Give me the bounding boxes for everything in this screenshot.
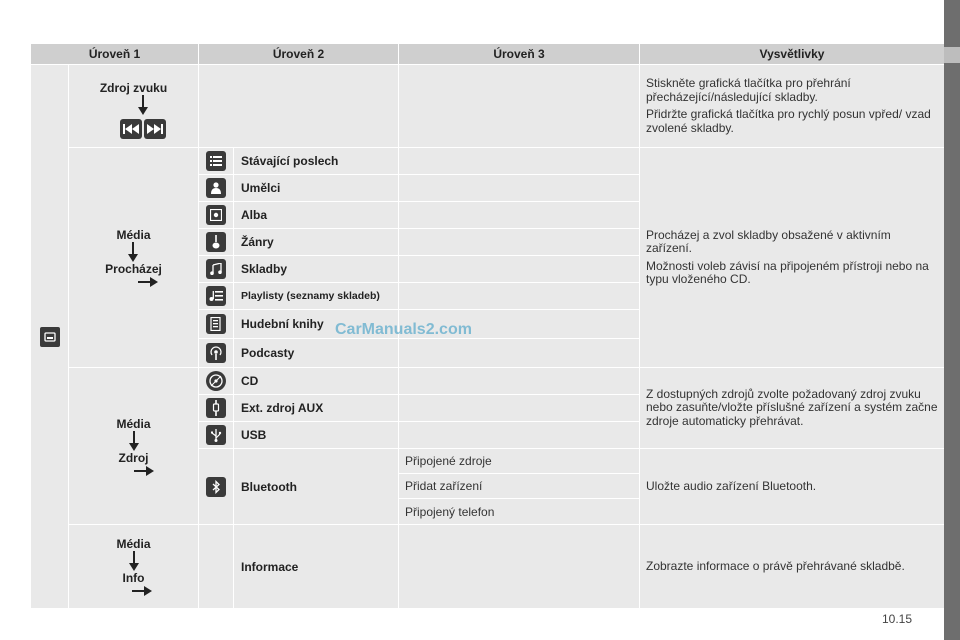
bluetooth-description — [640, 449, 944, 524]
info-title-info: Info — [122, 571, 145, 585]
browse-icon-cell — [199, 310, 233, 338]
browse-title-browse: Procházej — [105, 262, 162, 276]
browse-icon-cell — [199, 202, 233, 228]
source-item-cd: CD — [234, 368, 398, 394]
browse-level3-cell — [399, 283, 639, 309]
audio-source-title: Zdroj zvuku — [99, 81, 168, 95]
browse-level3-cell — [399, 256, 639, 282]
bluetooth-icon-cell — [199, 449, 233, 524]
audio-desc-1: Stiskněte grafická tlačítka pro přehrání přecházející/následující skladby. — [646, 76, 851, 104]
info-desc: Zobrazte informace o právě přehrávané skladbě. — [646, 558, 905, 573]
source-level3-cell — [399, 395, 639, 421]
browse-level3-cell — [399, 148, 639, 174]
browse-description — [640, 148, 944, 367]
info-label: Informace — [234, 525, 398, 608]
source-item-usb: USB — [234, 422, 398, 448]
arrow-down-icon — [138, 95, 148, 115]
album-icon — [206, 205, 226, 225]
source-icon-cell — [199, 368, 233, 394]
browse-title-media: Média — [116, 228, 151, 242]
podcast-icon — [206, 343, 226, 363]
bluetooth-add-device: Přidat zařízení — [399, 474, 639, 498]
browse-item-audiobooks: Hudební knihy — [234, 310, 398, 338]
source-desc: Z dostupných zdrojů zvolte požadovaný zdroj zvuku nebo zasuňte/vložte příslušné zařízení a systém začne zdroje automaticky přehrávat. — [646, 386, 938, 428]
browse-level3-cell — [399, 229, 639, 255]
guitar-icon — [206, 232, 226, 252]
audio-level3-cell — [399, 65, 639, 147]
browse-item-playlists: Playlisty (seznamy skladeb) — [234, 283, 398, 309]
info-cell — [69, 525, 198, 608]
list-icon — [206, 151, 226, 171]
browse-level3-cell — [399, 339, 639, 367]
arrow-right-icon — [132, 586, 152, 596]
browse-icon-cell — [199, 229, 233, 255]
browse-icon-cell — [199, 283, 233, 309]
browse-item-podcasts: Podcasty — [234, 339, 398, 367]
playlist-icon — [206, 286, 226, 306]
media-column — [31, 65, 68, 608]
arrow-right-icon — [138, 277, 158, 287]
source-icon-cell — [199, 422, 233, 448]
browse-item-albums: Alba — [234, 202, 398, 228]
next-track-icon — [144, 119, 166, 139]
arrow-down-icon — [128, 242, 138, 262]
side-tab-marker — [944, 47, 960, 63]
source-item-aux: Ext. zdroj AUX — [234, 395, 398, 421]
browse-desc-2: Možnosti voleb závisí na připojeném přístroji nebo na typu vloženého CD. — [646, 258, 929, 286]
cd-icon — [206, 371, 226, 391]
bluetooth-connected-sources: Připojené zdroje — [399, 449, 639, 473]
audio-source-cell — [69, 65, 198, 147]
usb-icon — [206, 425, 226, 445]
person-icon — [206, 178, 226, 198]
browse-icon-cell — [199, 175, 233, 201]
info-description — [640, 525, 944, 608]
browse-item-artists: Umělci — [234, 175, 398, 201]
menu-table — [31, 44, 944, 608]
browse-item-current: Stávající poslech — [234, 148, 398, 174]
bluetooth-desc: Uložte audio zařízení Bluetooth. — [646, 478, 817, 493]
audio-level2-cell — [199, 65, 398, 147]
arrow-down-icon — [129, 431, 139, 451]
audio-desc-2: Přidržte grafická tlačítka pro rychlý posun vpřed/ vzad zvolené skladby. — [646, 107, 931, 135]
header-explanations: Vysvětlivky — [640, 44, 944, 64]
audiobook-icon — [206, 314, 226, 334]
source-level3-cell — [399, 422, 639, 448]
source-title-media: Média — [116, 416, 151, 431]
arrow-right-icon — [134, 466, 154, 476]
source-description — [640, 368, 944, 448]
info-icon-cell — [199, 525, 233, 608]
media-icon — [40, 327, 60, 347]
header-level3: Úroveň 3 — [399, 44, 639, 64]
previous-track-icon — [120, 119, 142, 139]
info-level3-cell — [399, 525, 639, 608]
browse-icon-cell — [199, 339, 233, 367]
music-note-icon — [206, 259, 226, 279]
aux-icon — [206, 398, 226, 418]
source-cell — [69, 368, 198, 524]
browse-level3-cell — [399, 202, 639, 228]
audio-description — [640, 65, 944, 147]
source-level3-cell — [399, 368, 639, 394]
arrow-down-icon — [129, 551, 139, 571]
bluetooth-label: Bluetooth — [234, 449, 398, 524]
source-title-source: Zdroj — [118, 450, 149, 465]
page-number: 10.15 — [882, 612, 913, 626]
browse-icon-cell — [199, 148, 233, 174]
bluetooth-icon — [206, 477, 226, 497]
watermark: CarManuals2.com — [335, 321, 472, 338]
browse-level3-cell — [399, 175, 639, 201]
browse-item-tracks: Skladby — [234, 256, 398, 282]
source-icon-cell — [199, 395, 233, 421]
bluetooth-connected-phone: Připojený telefon — [399, 499, 639, 524]
header-level2: Úroveň 2 — [199, 44, 398, 64]
page-side-tab — [944, 0, 960, 640]
browse-desc-1: Procházej a zvol skladby obsažené v aktivním zařízení. — [646, 227, 891, 255]
header-level1: Úroveň 1 — [31, 44, 198, 64]
browse-cell — [69, 148, 198, 367]
info-title-media: Média — [116, 537, 151, 551]
browse-item-genres: Žánry — [234, 229, 398, 255]
browse-icon-cell — [199, 256, 233, 282]
